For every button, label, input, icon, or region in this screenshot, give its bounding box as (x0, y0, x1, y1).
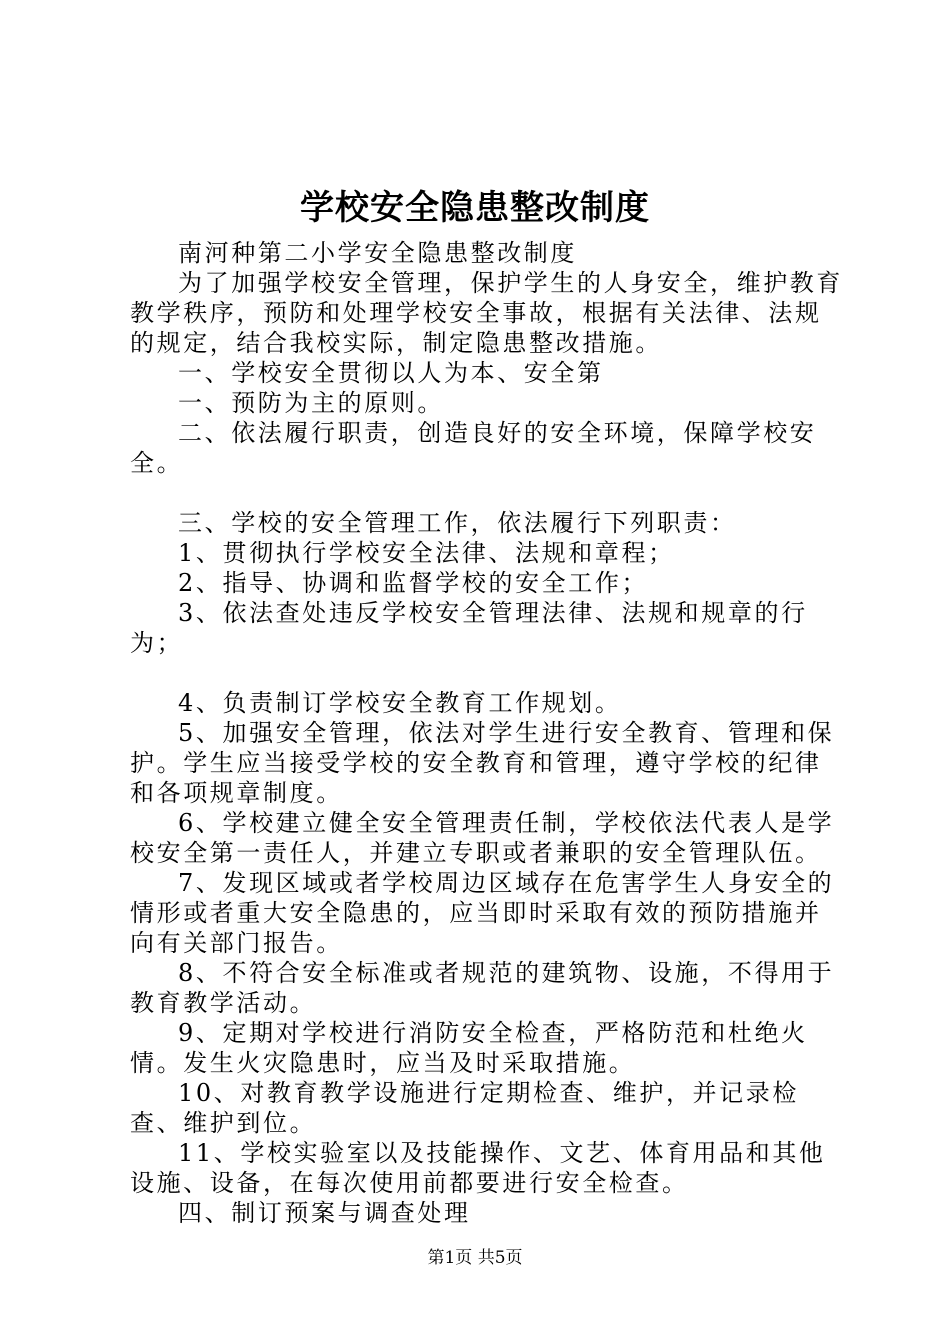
paragraph-duty-3: 3、依法查处违反学校安全管理法律、法规和规章的行为； (130, 599, 808, 657)
paragraph-duty-4: 4、负责制订学校安全教育工作规划。 (178, 689, 622, 717)
paragraph-duty-5: 5、加强安全管理，依法对学生进行安全教育、管理和保护。学生应当接受学校的安全教育和管理，遵守学校的纪律和各项规章制度。 (130, 719, 835, 807)
page-footer: 第1页 共5页 (427, 1248, 523, 1268)
paragraph-duty-1: 1、贯彻执行学校安全法律、法规和章程； (178, 539, 675, 567)
paragraph-school-heading: 南河种第二小学安全隐患整改制度 (178, 239, 577, 267)
paragraph-intro: 为了加强学校安全管理，保护学生的人身安全，维护教育教学秩序，预防和处理学校安全事故，根据有关法律、法规的规定，结合我校实际，制定隐患整改措施。 (130, 269, 843, 357)
paragraph-duty-6: 6、学校建立健全安全管理责任制，学校依法代表人是学校安全第一责任人，并建立专职或者兼职的安全管理队伍。 (130, 809, 835, 867)
document-body (130, 238, 846, 1228)
paragraph-duty-11: 11、学校实验室以及技能操作、文艺、体育用品和其他设施、设备，在每次使用前都要进行安全检查。 (130, 1139, 826, 1197)
paragraph-principle-4: 四、制订预案与调查处理 (178, 1199, 471, 1227)
paragraph-principle-2: 二、依法履行职责，创造良好的安全环境，保障学校安全。 (130, 419, 817, 477)
paragraph-duty-2: 2、指导、协调和监督学校的安全工作； (178, 569, 649, 597)
paragraph-principle-1-cont: 一、预防为主的原则。 (178, 389, 444, 417)
paragraph-principle-1: 一、学校安全贯彻以人为本、安全第 (178, 359, 604, 387)
paragraph-duty-9: 9、定期对学校进行消防安全检查，严格防范和杜绝火情。发生火灾隐患时，应当及时采取措施。 (130, 1019, 808, 1077)
paragraph-duty-7: 7、发现区域或者学校周边区域存在危害学生人身安全的情形或者重大安全隐患的，应当即时采取有效的预防措施并向有关部门报告。 (130, 869, 835, 957)
document-title: 学校安全隐患整改制度 (300, 188, 650, 228)
paragraph-duty-10: 10、对教育教学设施进行定期检查、维护，并记录检查、维护到位。 (130, 1079, 799, 1137)
paragraph-principle-3: 三、学校的安全管理工作，依法履行下列职责： (178, 509, 737, 537)
paragraph-duty-8: 8、不符合安全标准或者规范的建筑物、设施，不得用于教育教学活动。 (130, 959, 835, 1017)
